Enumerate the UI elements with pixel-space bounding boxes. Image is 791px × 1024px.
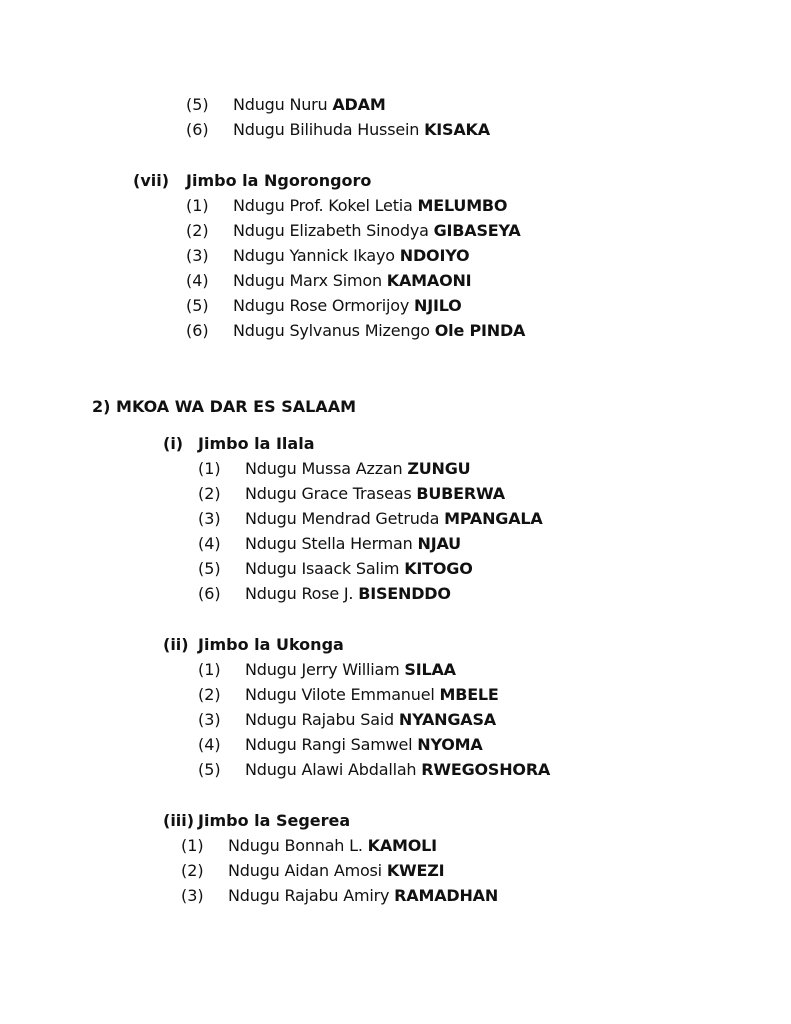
item-number: (3): [186, 246, 209, 265]
candidate-name: Ndugu Aidan Amosi KWEZI: [228, 861, 445, 880]
candidate-name: Ndugu Bonnah L. KAMOLI: [228, 836, 437, 855]
candidate-name: Ndugu Rajabu Said NYANGASA: [245, 710, 496, 729]
section-roman-numeral: (i): [163, 434, 184, 453]
section-roman-numeral: (vii): [133, 171, 170, 190]
item-number: (4): [198, 735, 221, 754]
section-roman-numeral: (ii): [163, 635, 189, 654]
candidate-name: Ndugu Prof. Kokel Letia MELUMBO: [233, 196, 508, 215]
candidate-name: Ndugu Rose J. BISENDDO: [245, 584, 451, 603]
candidate-name: Ndugu Stella Herman NJAU: [245, 534, 461, 553]
candidate-name: Ndugu Sylvanus Mizengo Ole PINDA: [233, 321, 526, 340]
section-title: Jimbo la Ngorongoro: [186, 171, 372, 190]
candidate-name: Ndugu Rose Ormorijoy NJILO: [233, 296, 462, 315]
candidate-name: Ndugu Marx Simon KAMAONI: [233, 271, 472, 290]
candidate-name: Ndugu Rangi Samwel NYOMA: [245, 735, 483, 754]
item-number: (5): [186, 95, 209, 114]
section-title: Jimbo la Segerea: [198, 811, 351, 830]
item-number: (3): [198, 710, 221, 729]
item-number: (6): [198, 584, 221, 603]
candidate-name: Ndugu Bilihuda Hussein KISAKA: [233, 120, 490, 139]
candidate-name: Ndugu Alawi Abdallah RWEGOSHORA: [245, 760, 551, 779]
item-number: (2): [198, 685, 221, 704]
section-roman-numeral: (iii): [163, 811, 195, 830]
item-number: (1): [198, 660, 221, 679]
candidate-name: Ndugu Isaack Salim KITOGO: [245, 559, 473, 578]
item-number: (6): [186, 120, 209, 139]
item-number: (5): [198, 559, 221, 578]
candidate-name: Ndugu Mussa Azzan ZUNGU: [245, 459, 471, 478]
section-title: Jimbo la Ukonga: [198, 635, 344, 654]
item-number: (4): [186, 271, 209, 290]
region-heading: 2) MKOA WA DAR ES SALAAM: [92, 397, 356, 416]
candidate-name: Ndugu Jerry William SILAA: [245, 660, 456, 679]
candidate-name: Ndugu Elizabeth Sinodya GIBASEYA: [233, 221, 521, 240]
candidate-name: Ndugu Mendrad Getruda MPANGALA: [245, 509, 543, 528]
item-number: (1): [186, 196, 209, 215]
item-number: (3): [198, 509, 221, 528]
item-number: (6): [186, 321, 209, 340]
item-number: (5): [198, 760, 221, 779]
item-number: (2): [181, 861, 204, 880]
candidate-name: Ndugu Rajabu Amiry RAMADHAN: [228, 886, 499, 905]
item-number: (4): [198, 534, 221, 553]
item-number: (2): [198, 484, 221, 503]
candidate-name: Ndugu Yannick Ikayo NDOIYO: [233, 246, 470, 265]
candidate-name: Ndugu Nuru ADAM: [233, 95, 386, 114]
candidate-name: Ndugu Grace Traseas BUBERWA: [245, 484, 505, 503]
item-number: (3): [181, 886, 204, 905]
item-number: (2): [186, 221, 209, 240]
item-number: (5): [186, 296, 209, 315]
item-number: (1): [181, 836, 204, 855]
candidate-name: Ndugu Vilote Emmanuel MBELE: [245, 685, 499, 704]
section-title: Jimbo la Ilala: [198, 434, 315, 453]
item-number: (1): [198, 459, 221, 478]
